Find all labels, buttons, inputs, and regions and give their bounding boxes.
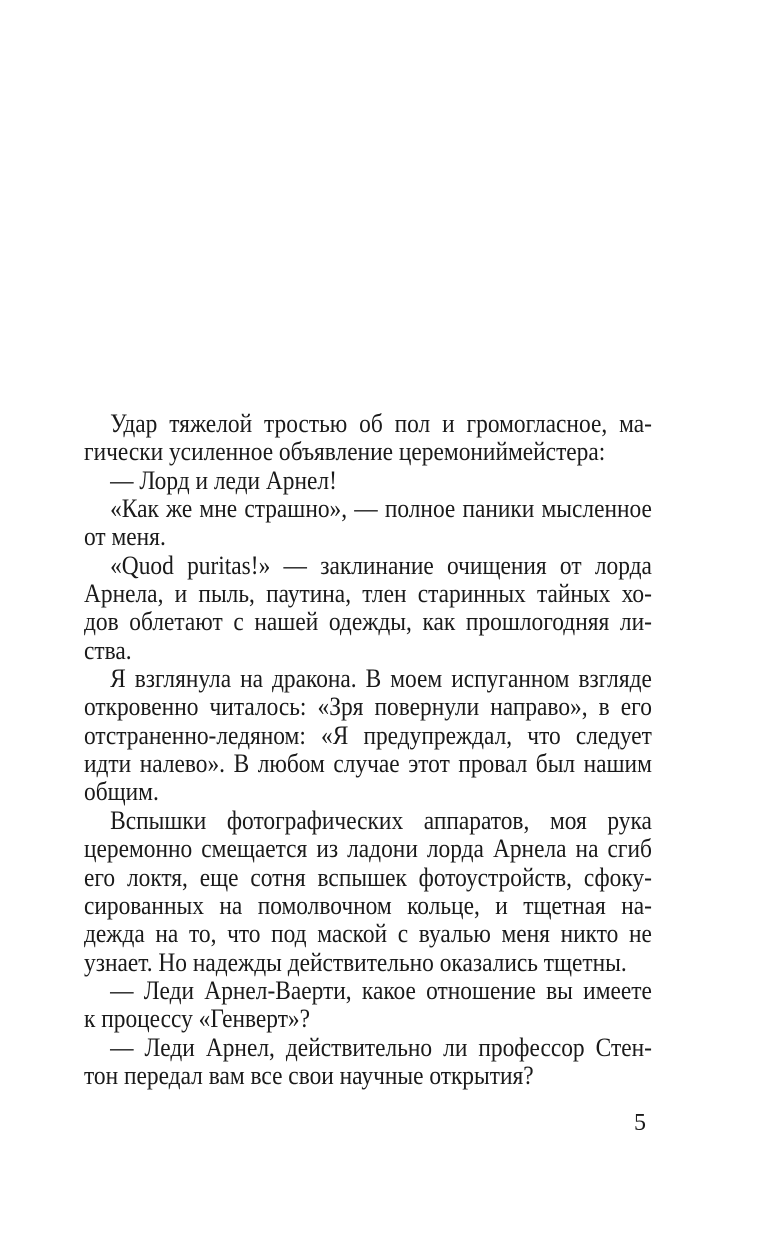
text-line: откровенно читалось: «Зря повернули направо», в его	[84, 692, 652, 722]
text-line: Арнела, и пыль, паутина, тлен старинных тайных хо-	[84, 579, 652, 609]
text-line: тон передал вам все свои научные открытия?	[84, 1060, 534, 1090]
text-line: ства.	[84, 635, 132, 665]
text-line: Удар тяжелой тростью об пол и громогласное, ма-	[110, 409, 652, 438]
paragraph	[84, 495, 652, 552]
text-line: «Quod puritas!» — заклинание очищения от лорда	[110, 550, 652, 580]
text-line: церемонно смещается из ладони лорда Арнела на сгиб	[84, 834, 652, 864]
text-line: дов облетают с нашей одежды, как прошлогодняя ли-	[84, 607, 652, 637]
text-line: — Леди Арнел-Ваерти, какое отношение вы имеете	[110, 975, 652, 1005]
text-line: сированных на помолвочном кольце, и тщетная на-	[84, 890, 652, 920]
paragraph	[84, 552, 652, 665]
paragraph	[84, 1034, 652, 1091]
page-number: 5	[634, 1110, 646, 1136]
paragraph	[84, 410, 652, 467]
text-line: — Лорд и леди Арнел!	[110, 465, 337, 495]
text-line: «Как же мне страшно», — полное паники мысленное	[110, 494, 652, 524]
text-line: гически усиленное объявление церемониймейстера:	[84, 437, 606, 467]
text-line: узнает. Но надежды действительно оказались тщетны.	[84, 947, 627, 977]
text-line: его локтя, еще сотня вспышек фотоустройств, сфоку-	[84, 862, 652, 892]
text-line: идти налево». В любом случае этот провал был нашим	[84, 749, 652, 779]
paragraph	[84, 977, 652, 1034]
text-line: дежда на то, что под маской с вуалью меня никто не	[84, 919, 652, 949]
paragraph	[84, 807, 652, 977]
text-line: Вспышки фотографических аппаратов, моя рука	[110, 805, 652, 835]
text-line: от меня.	[84, 522, 166, 552]
text-line: отстраненно-ледяном: «Я предупреждал, что следует	[84, 720, 652, 750]
text-line: Я взглянула на дракона. В моем испуганном взгляде	[110, 664, 652, 694]
text-line: к процессу «Генверт»?	[84, 1004, 311, 1034]
text-line: — Леди Арнел, действительно ли профессор Стен-	[110, 1032, 652, 1062]
text-line: общим.	[84, 777, 159, 807]
paragraph	[84, 467, 652, 495]
page-text-block	[84, 410, 652, 1090]
paragraph	[84, 665, 652, 807]
